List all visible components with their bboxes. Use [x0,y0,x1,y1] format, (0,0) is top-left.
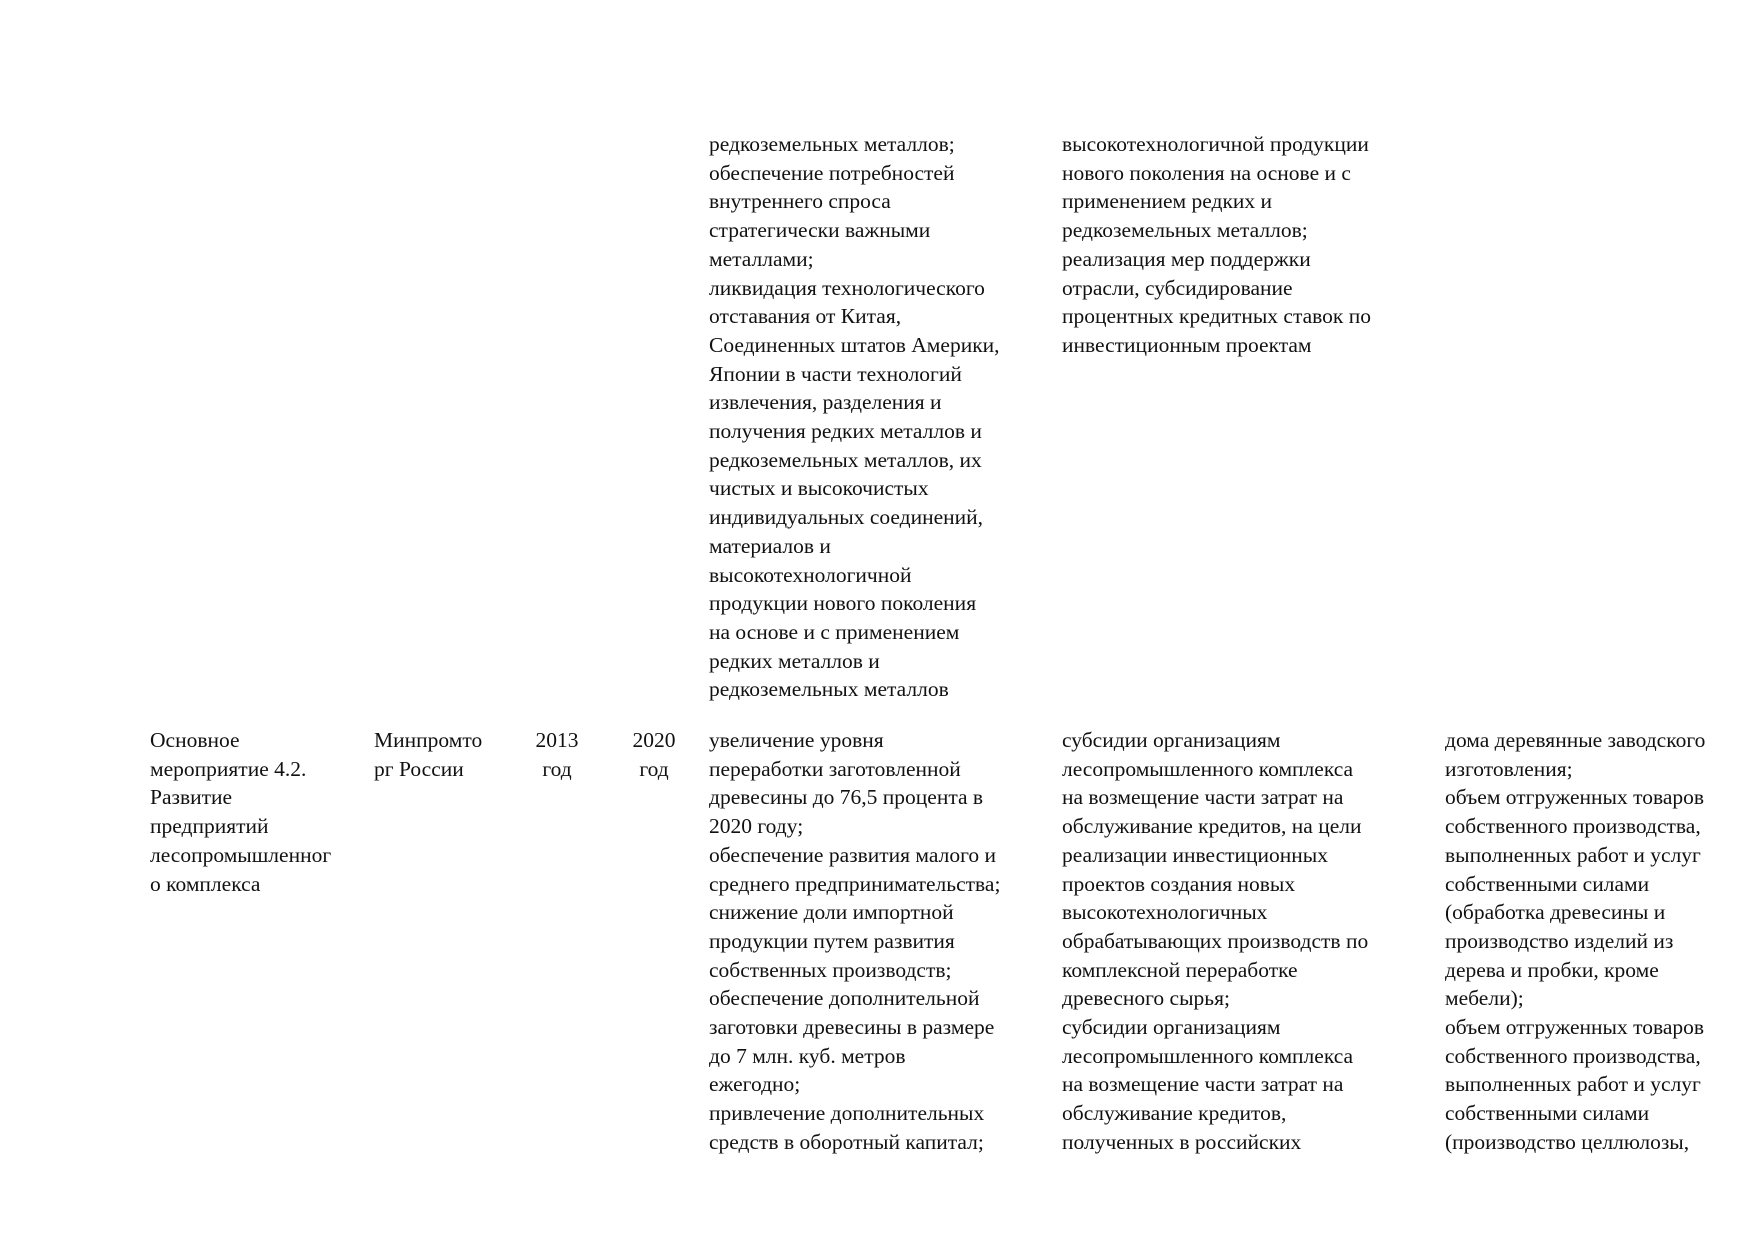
text-line: 2020 [632,728,676,752]
text-line: высокотехнологичной [709,562,912,587]
text-line: Основное [150,728,240,752]
text-line: обеспечение дополнительной [709,986,980,1011]
text-line: реализации инвестиционных [1062,842,1328,867]
text-line: (обработка древесины и [1445,900,1666,925]
text-line: на возмещение части затрат на [1062,785,1344,810]
text-line: собственного производства, [1445,814,1701,839]
text-line: инвестиционным проектам [1062,332,1312,357]
expected-results-cell-continued [709,130,1054,704]
text-line: мебели); [1445,986,1524,1011]
text-line: продукции нового поколения [709,591,977,616]
text-line: собственного производства, [1445,1043,1701,1068]
text-line: редкоземельных металлов [709,677,949,702]
text-line: субсидии организациям [1062,728,1281,752]
text-line: обрабатывающих производств по [1062,928,1369,953]
start-year-cell [522,726,592,783]
text-line: год [639,756,669,781]
text-line: реализация мер поддержки [1062,246,1311,271]
text-line: редкоземельных металлов, их [709,447,982,472]
text-line: стратегически важными [709,218,931,243]
text-line: редкоземельных металлов; [709,132,955,156]
measure-4-2-name-cell [150,726,365,898]
text-line: внутреннего спроса [709,189,891,214]
text-line: до 7 млн. куб. метров [709,1043,906,1068]
text-line: обеспечение развития малого и [709,842,997,867]
text-line: процентных кредитных ставок по [1062,304,1371,329]
text-line: объем отгруженных товаров [1445,785,1705,810]
text-line: обслуживание кредитов, [1062,1101,1287,1126]
text-line: Развитие [150,785,233,810]
measures-cell-continued [1062,130,1432,360]
text-line: высокотехнологичной продукции [1062,132,1369,156]
text-line: собственными силами [1445,1101,1650,1126]
text-line: металлами; [709,246,814,271]
text-line: Соединенных штатов Америки, [709,332,1000,357]
text-line: снижение доли импортной [709,900,954,925]
text-line: рг России [374,756,464,781]
text-line: высокотехнологичных [1062,900,1268,925]
text-line: Минпромто [374,728,483,752]
indicators-cell [1445,726,1754,1157]
text-line: материалов и [709,533,831,558]
text-line: объем отгруженных товаров [1445,1015,1705,1040]
text-line: Японии в части технологий [709,361,962,386]
text-line: индивидуальных соединений, [709,505,984,530]
text-line: год [542,756,572,781]
end-year-cell [619,726,689,783]
text-line: изготовления; [1445,756,1573,781]
text-line: средств в оборотный капитал; [709,1129,984,1154]
text-line: субсидии организациям [1062,1015,1281,1040]
text-line: получения редких металлов и [709,419,982,444]
text-line: собственных производств; [709,957,952,982]
text-line: древесины до 76,5 процента в [709,785,984,810]
text-line: среднего предпринимательства; [709,871,1001,896]
text-line: выполненных работ и услуг [1445,1072,1701,1097]
text-line: дерева и пробки, кроме [1445,957,1659,982]
text-line: отрасли, субсидирование [1062,275,1293,300]
text-line: 2013 [535,728,579,752]
text-line: древесного сырья; [1062,986,1230,1011]
text-line: продукции путем развития [709,928,955,953]
text-line: на возмещение части затрат на [1062,1072,1344,1097]
text-line: предприятий [150,814,269,839]
text-line: нового поколения на основе и с [1062,160,1351,185]
text-line: выполненных работ и услуг [1445,842,1701,867]
text-line: обеспечение потребностей [709,160,955,185]
text-line: переработки заготовленной [709,756,961,781]
text-line: мероприятие 4.2. [150,756,307,781]
text-line: (производство целлюлозы, [1445,1129,1690,1154]
text-line: комплексной переработке [1062,957,1298,982]
text-line: 2020 году; [709,814,804,839]
text-line: применением редких и [1062,189,1273,214]
text-line: дома деревянные заводского [1445,728,1706,752]
text-line: лесопромышленного комплекса [1062,756,1354,781]
expected-results-cell [709,726,1054,1157]
text-line: ликвидация технологического [709,275,985,300]
text-line: на основе и с применением [709,619,960,644]
text-line: увеличение уровня [709,728,884,752]
measures-cell [1062,726,1432,1157]
text-line: заготовки древесины в размере [709,1015,995,1040]
text-line: лесопромышленного комплекса [1062,1043,1354,1068]
text-line: собственными силами [1445,871,1650,896]
responsible-executor-cell [374,726,514,783]
text-line: полученных в российских [1062,1129,1302,1154]
text-line: производство изделий из [1445,928,1674,953]
text-line: ежегодно; [709,1072,801,1097]
text-line: отставания от Китая, [709,304,902,329]
text-line: лесопромышленног [150,842,332,867]
text-line: о комплекса [150,871,261,896]
text-line: редкоземельных металлов; [1062,218,1308,243]
text-line: привлечение дополнительных [709,1101,985,1126]
text-line: обслуживание кредитов, на цели [1062,814,1362,839]
text-line: извлечения, разделения и [709,390,942,415]
text-line: чистых и высокочистых [709,476,929,501]
text-line: редких металлов и [709,648,880,673]
text-line: проектов создания новых [1062,871,1296,896]
